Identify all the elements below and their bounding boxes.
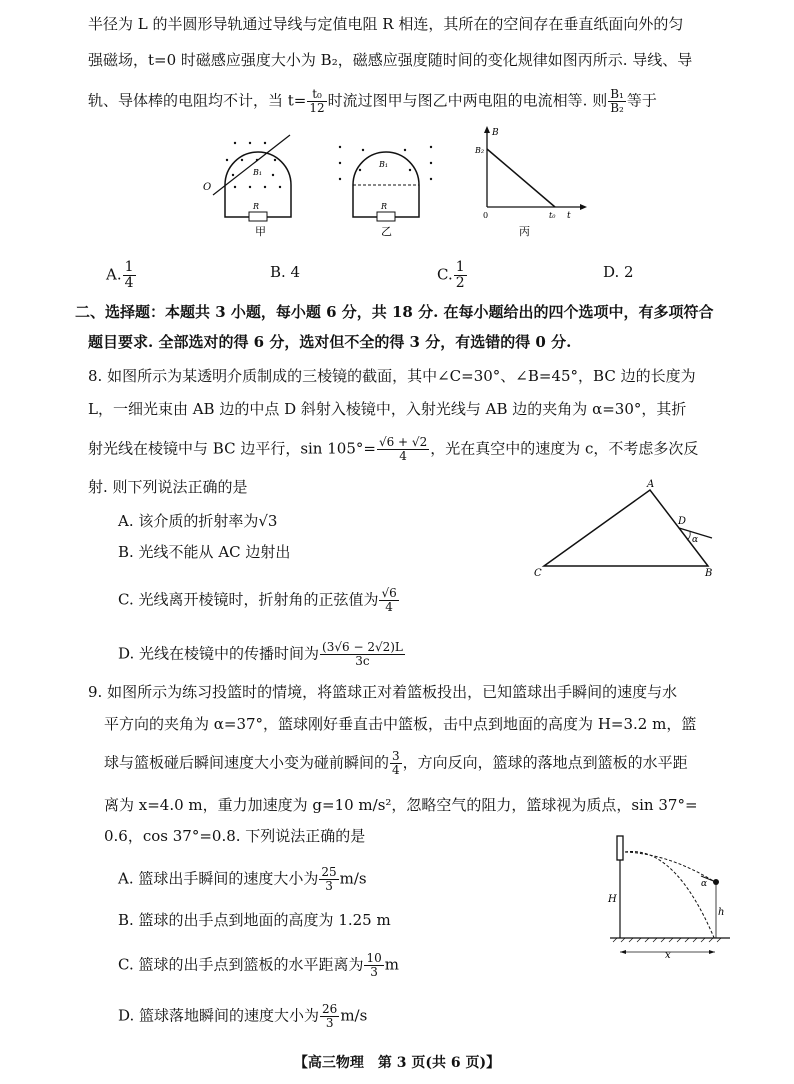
label-t0: t₀ (549, 211, 556, 220)
label-O: O (203, 182, 212, 193)
fraction: $\frac{(3√6 - 2√2)L}{3c}$ (322, 640, 403, 668)
q8-option-a: A. 该介质的折射率为√3 (118, 512, 278, 530)
label-alpha: α (701, 879, 708, 889)
label-alpha: α (692, 535, 699, 545)
q9-line4: 离为 x=4.0 m，重力加速度为 g=10 m/s²，忽略空气的阻力，篮球视为质点，sin 37°= (104, 796, 698, 814)
label-B: B (705, 568, 713, 578)
fraction: $\frac{1}{4}$ (124, 259, 134, 291)
q7-line2: 强磁场，t=0 时磁感应强度大小为 B₂，磁感应强度随时间的变化规律如图丙所示. 导线、导 (88, 51, 693, 69)
q9-option-d: D. 篮球落地瞬间的速度大小为 $\frac{26}{3}$ m/s (118, 1002, 368, 1030)
label-x: x (665, 950, 671, 961)
axis-label-B: B (492, 128, 499, 138)
q8-option-c: C. 光线离开棱镜时，折射角的正弦值为 $\frac{√6}{4}$ (118, 586, 397, 614)
fraction: $\frac{1}{2}$ (455, 259, 465, 291)
fraction: $\frac{√6 + √2}{4}$ (378, 435, 428, 463)
fraction: $\frac{25}{3}$ (321, 865, 337, 893)
fraction: $\frac{\text{B₁}}{\text{B₂}}$ (610, 87, 624, 115)
q7-option-d: D. 2 (603, 263, 634, 281)
q8-prism-figure (530, 478, 730, 578)
label-R: R (381, 202, 388, 211)
section2-line1: 二、选择题：本题共 3 小题，每小题 6 分，共 18 分. 在每小题给出的四个选项中，有多项符合 (75, 303, 714, 321)
label-H: H (608, 894, 617, 905)
section2-line2: 题目要求. 全部选对的得 6 分，选对但不全的得 3 分，有选错的得 0 分. (88, 333, 572, 351)
fraction: $\frac{3}{4}$ (392, 749, 400, 777)
label-C: C (534, 568, 542, 578)
page-footer: 【高三物理 第 3 页(共 6 页)】 (293, 1055, 501, 1071)
q7-option-a: A. $\frac{1}{4}$ (106, 259, 134, 291)
fraction: $\frac{√6}{4}$ (381, 586, 397, 614)
figure-bing (474, 126, 587, 238)
label-B1: B₁ (253, 168, 263, 177)
q9-line3: 球与篮板碰后瞬间速度大小变为碰前瞬间的 $\frac{3}{4}$ ，方向反向，篮球的落地点到篮板的水平距 (104, 749, 688, 777)
figure-yi (339, 146, 432, 238)
figure-jia (203, 135, 291, 238)
label-B2: B₂ (475, 146, 485, 155)
q8-line3: 射光线在棱镜中与 BC 边平行，sin 105°= $\frac{√6 + √2}{4}$ ，光在真空中的速度为 c，不考虑多次反 (88, 435, 699, 463)
q9-basketball-figure (605, 830, 745, 965)
label-A: A (647, 479, 655, 490)
q8-line4: 射. 则下列说法正确的是 (88, 478, 248, 496)
fraction: $\frac{26}{3}$ (322, 1002, 338, 1030)
q7-line3: 轨、导体棒的电阻均不计，当 t= $\frac{\text{t₀}}{12}$ 时流过图甲与图乙中两电阻的电流相等. 则 $\frac{\text{B₁}}{\text{B₂}}$ 等于 (88, 87, 657, 115)
label-jia: 甲 (255, 225, 266, 238)
label-R: R (253, 202, 260, 211)
label-B1: B₁ (379, 160, 389, 169)
q9-option-b: B. 篮球的出手点到地面的高度为 1.25 m (118, 911, 391, 929)
q7-option-b: B. 4 (270, 263, 301, 281)
q9-line1: 9. 如图所示为练习投篮时的情境，将篮球正对着篮板投出，已知篮球出手瞬间的速度与水 (88, 683, 678, 701)
q8-line1: 8. 如图所示为某透明介质制成的三棱镜的截面，其中∠C=30°、∠B=45°，BC 边的长度为 (88, 367, 696, 385)
fraction: $\frac{\text{t₀}}{12}$ (309, 87, 325, 115)
label-bing: 丙 (519, 225, 530, 238)
q8-option-b: B. 光线不能从 AC 边射出 (118, 543, 291, 561)
q8-line2: L，一细光束由 AB 边的中点 D 斜射入棱镜中，入射光线与 AB 边的夹角为 α=30°，其折 (88, 400, 687, 418)
q7-line1: 半径为 L 的半圆形导轨通过导线与定值电阻 R 相连，其所在的空间存在垂直纸面向外的匀 (88, 15, 684, 33)
q7-figures (195, 125, 595, 245)
q9-line2: 平方向的夹角为 α=37°，篮球刚好垂直击中篮板，击中点到地面的高度为 H=3.2 m，篮 (104, 715, 697, 733)
label-zero: 0 (483, 211, 489, 220)
q8-option-d: D. 光线在棱镜中的传播时间为 $\frac{(3√6 - 2√2)L}{3c}$ (118, 640, 403, 668)
label-yi: 乙 (381, 225, 392, 238)
q9-line5: 0.6，cos 37°=0.8. 下列说法正确的是 (104, 827, 366, 845)
fraction: $\frac{10}{3}$ (366, 951, 382, 979)
q9-option-c: C. 篮球的出手点到篮板的水平距离为 $\frac{10}{3}$ m (118, 951, 399, 979)
q7-option-c: C. $\frac{1}{2}$ (437, 259, 465, 291)
label-h: h (718, 907, 725, 918)
axis-label-t: t (567, 211, 571, 221)
label-D: D (678, 516, 687, 527)
q9-option-a: A. 篮球出手瞬间的速度大小为 $\frac{25}{3}$ m/s (118, 865, 367, 893)
